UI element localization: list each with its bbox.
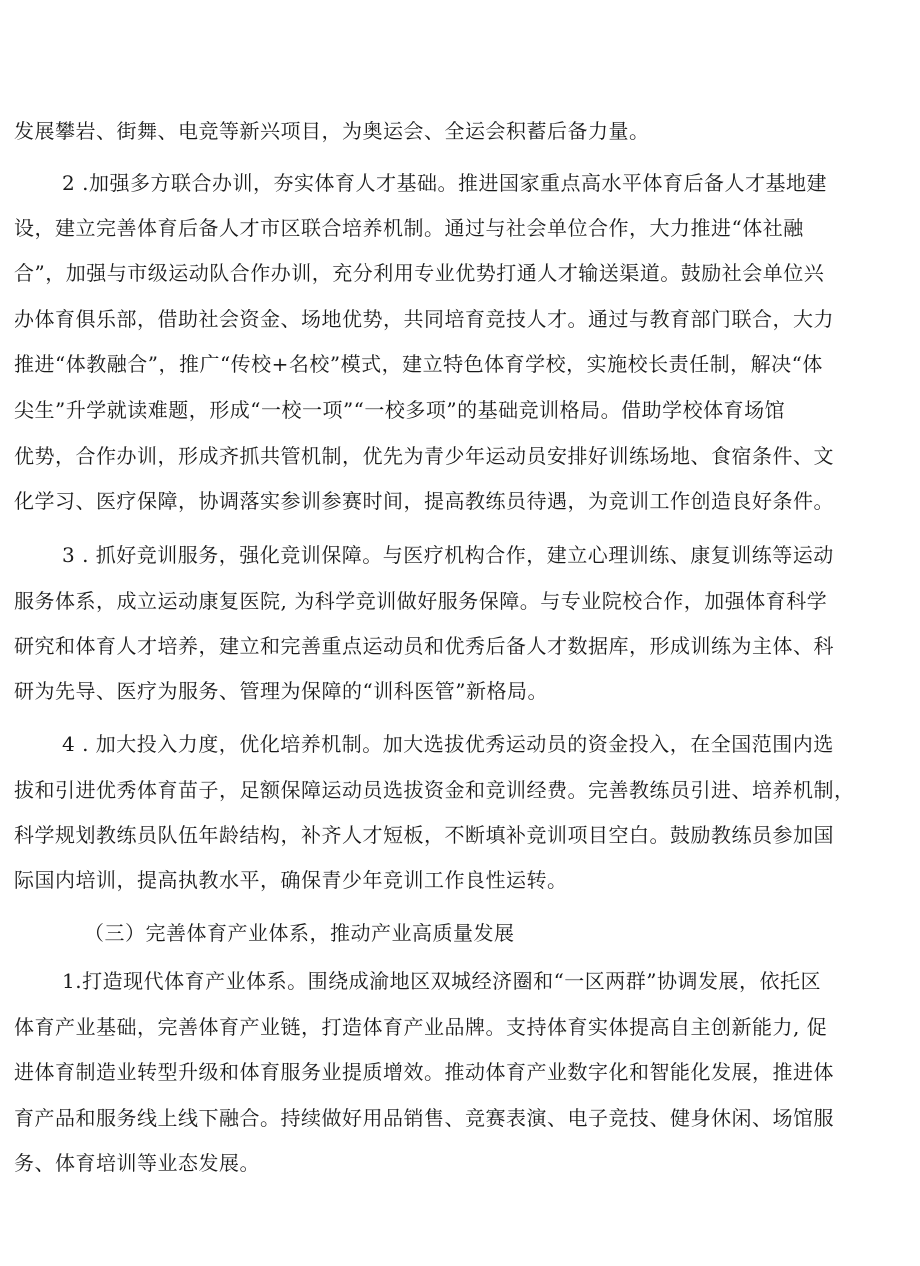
text-line: 体育产业基础，完善体育产业链，打造体育产业品牌。支持体育实体提高自主创新能力, 促 [14,1015,828,1039]
paragraph-heading-line: 3 . 抓好竞训服务，强化竞训保障。与医疗机构合作，建立心理训练、康复训练等运动 [62,543,834,567]
text-line: 发展攀岩、街舞、电竞等新兴项目，为奥运会、全运会积蓄后备力量。 [14,119,650,143]
text-line: 育产品和服务线上线下融合。持续做好用品销售、竞赛表演、电子竞技、健身休闲、场馆服 [14,1106,834,1130]
paragraph-heading-line: 4 . 加大投入力度，优化培养机制。加大选拔优秀运动员的资金投入，在全国范围内选 [62,732,834,756]
text-line: 优势，合作办训，形成齐抓共管机制，优先为青少年运动员安排好训练场地、食宿条件、文 [14,444,834,468]
text-line: 设，建立完善体育后备人才市区联合培养机制。通过与社会单位合作，大力推进“体社融 [14,216,804,240]
text-line: 进体育制造业转型升级和体育服务业提质增效。推动体育产业数字化和智能化发展，推进体 [14,1060,834,1084]
text-line: 化学习、医疗保障，协调落实参训参赛时间，提高教练员待遇，为竞训工作创造良好条件。 [14,489,834,513]
text-line: 推进“体教融合”，推广“传校+名校”模式，建立特色体育学校，实施校长责任制，解决“体 [14,352,823,376]
text-line: 服务体系，成立运动康复医院, 为科学竞训做好服务保障。与专业院校合作，加强体育科学 [14,589,828,613]
text-line: 尖生”升学就读难题，形成“一校一项”“一校多项”的基础竞训格局。借助学校体育场馆 [14,398,786,422]
text-line: 科学规划教练员队伍年龄结构，补齐人才短板，不断填补竞训项目空白。鼓励教练员参加国 [14,823,834,847]
text-line: 务、体育培训等业态发展。 [14,1151,260,1175]
text-line: 研为先导、医疗为服务、管理为保障的“训科医管”新格局。 [14,679,548,703]
text-line: 合”，加强与市级运动队合作办训，充分利用专业优势打通人才输送渠道。鼓励社会单位兴 [14,261,825,285]
text-line: 际国内培训，提高执教水平，确保青少年竞训工作良性运转。 [14,868,568,892]
paragraph-heading-line: 1.打造现代体育产业体系。围绕成渝地区双城经济圈和“一区两群”协调发展，依托区 [62,969,822,993]
text-line: 办体育俱乐部，借助社会资金、场地优势，共同培育竞技人才。通过与教育部门联合，大力 [14,307,834,331]
text-line: 拔和引进优秀体育苗子，足额保障运动员选拔资金和竞训经费。完善教练员引进、培养机制， [14,778,855,802]
paragraph-heading-line: 2 .加强多方联合办训，夯实体育人才基础。推进国家重点高水平体育后备人才基地建 [62,171,827,195]
text-line: 研究和体育人才培养，建立和完善重点运动员和优秀后备人才数据库，形成训练为主体、科 [14,634,834,658]
section-heading: （三）完善体育产业体系，推动产业高质量发展 [84,921,515,945]
